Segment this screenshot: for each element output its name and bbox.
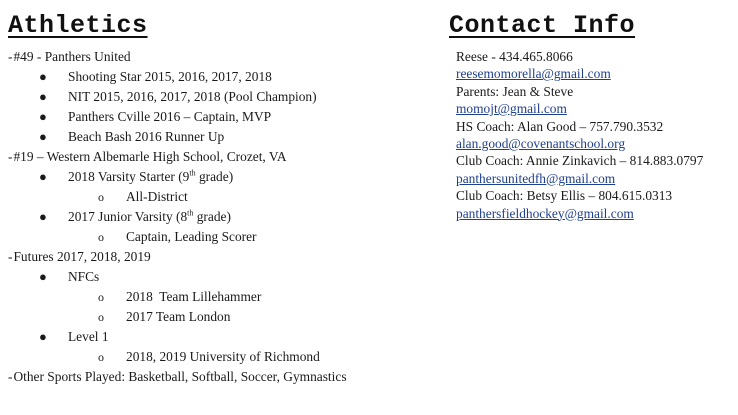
list-subitem <box>8 287 428 307</box>
list-subitem <box>8 187 428 207</box>
athletics-heading: Athletics <box>8 11 148 40</box>
entry-text: Futures 2017, 2018, 2019 <box>13 249 151 264</box>
contact-info-list <box>456 48 738 222</box>
entry-text: Panthers Cville 2016 – Captain, MVP <box>68 109 272 124</box>
bullet-icon: ● <box>39 69 47 84</box>
list-item <box>8 167 428 187</box>
team-entry: -#49 - Panthers United <box>8 49 131 64</box>
entry-text: #19 – Western Albemarle High School, Crozet, VA <box>13 149 287 164</box>
bullet-icon: ● <box>39 269 47 284</box>
list-subitem <box>8 347 428 367</box>
list-item <box>8 107 428 127</box>
entry-text: Shooting Star 2015, 2016, 2017, 2018 <box>68 69 272 84</box>
entry-text: Beach Bash 2016 Runner Up <box>68 129 225 144</box>
list-item <box>8 267 428 287</box>
entry-text: Other Sports Played: Basketball, Softball, Soccer, Gymnastics <box>13 369 347 384</box>
entry-text-pre: 2017 Junior Varsity (8 <box>68 209 188 224</box>
list-item <box>8 67 428 87</box>
entry-text-post: grade) <box>195 169 234 184</box>
entry-text: Captain, Leading Scorer <box>126 229 257 244</box>
circle-bullet-icon: o <box>98 310 104 324</box>
team-entry: -#19 – Western Albemarle High School, Crozet, VA <box>8 149 287 164</box>
contact-phone: Reese - 434.465.8066 <box>456 49 573 64</box>
entry-text: 2018, 2019 University of Richmond <box>126 349 320 364</box>
bullet-icon: ● <box>39 129 47 144</box>
ordinal-suffix: th <box>187 208 194 218</box>
entry-text: All-District <box>126 189 188 204</box>
contact-club-coach: Club Coach: Betsy Ellis – 804.615.0313 <box>456 188 673 204</box>
entry-text: #49 - Panthers United <box>13 49 131 64</box>
entry-text: NIT 2015, 2016, 2017, 2018 (Pool Champion) <box>68 89 317 104</box>
contact-hs-coach: HS Coach: Alan Good – 757.790.3532 <box>456 118 664 134</box>
contact-parents: Parents: Jean & Steve <box>456 83 574 99</box>
list-item <box>8 87 428 107</box>
email-link[interactable]: panthersfieldhockey@gmail.com <box>456 205 634 221</box>
bullet-icon: ● <box>39 329 47 344</box>
email-link[interactable]: panthersunitedfh@gmail.com <box>456 170 616 186</box>
team-entry: -Other Sports Played: Basketball, Softball, Soccer, Gymnastics <box>8 369 347 384</box>
email-link[interactable]: alan.good@covenantschool.org <box>456 135 626 151</box>
bullet-icon: ● <box>39 209 47 224</box>
entry-text: NFCs <box>68 269 100 284</box>
list-item <box>8 127 428 147</box>
list-subitem <box>8 227 428 247</box>
circle-bullet-icon: o <box>98 190 104 204</box>
ordinal-suffix: th <box>189 168 196 178</box>
contact-club-coach: Club Coach: Annie Zinkavich – 814.883.0797 <box>456 153 704 169</box>
entry-text-post: grade) <box>193 209 231 224</box>
email-link[interactable]: momojt@gmail.com <box>456 101 567 117</box>
contact-info-heading: Contact Info <box>449 11 636 40</box>
circle-bullet-icon: o <box>98 230 104 244</box>
team-entry: -Futures 2017, 2018, 2019 <box>8 249 151 264</box>
bullet-icon: ● <box>39 169 47 184</box>
list-item <box>8 327 428 347</box>
athletics-list <box>8 47 428 387</box>
entry-text-pre: 2018 Varsity Starter (9 <box>68 169 190 184</box>
list-subitem <box>8 307 428 327</box>
circle-bullet-icon: o <box>98 290 104 304</box>
bullet-icon: ● <box>39 109 47 124</box>
email-link[interactable]: reesemomorella@gmail.com <box>456 66 611 82</box>
entry-text: 2017 Team London <box>126 309 231 324</box>
entry-text: 2018 Team Lillehammer <box>126 289 262 304</box>
bullet-icon: ● <box>39 89 47 104</box>
entry-text: Level 1 <box>68 329 109 344</box>
list-item <box>8 207 428 227</box>
circle-bullet-icon: o <box>98 350 104 364</box>
